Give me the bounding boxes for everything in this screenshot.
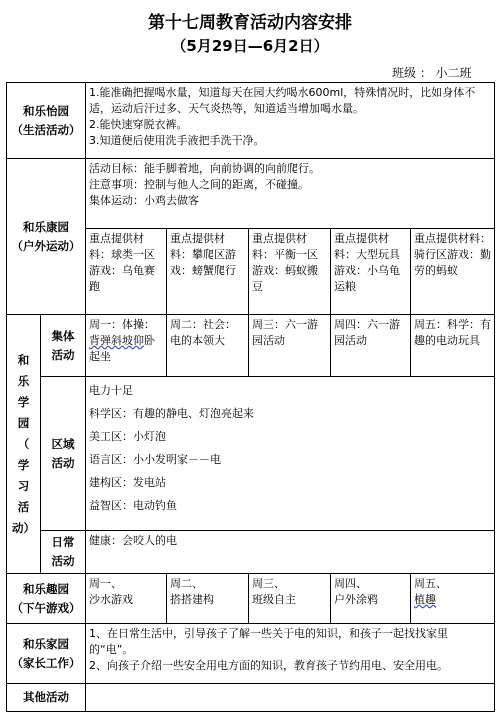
group-activity-day: 周二：社会：电的本领大 <box>167 315 249 377</box>
daily-activity-label: 日常 活动 <box>41 531 86 574</box>
outdoor-zone: 重点提供材料：球类一区游戏：乌龟赛跑 <box>86 229 167 315</box>
group-activity-day: 周五：科学：有趣的电动玩具 <box>411 315 495 377</box>
class-label: 班级 ： 小二班 <box>392 66 472 80</box>
outdoor-group: 集体运动：小鸡去做客 <box>89 194 199 207</box>
life-item: 3.知道便后使用洗手液把手洗干净。 <box>89 134 265 147</box>
area-item: 电力十足 <box>89 384 133 397</box>
area-activity-label: 区域 活动 <box>41 377 86 531</box>
life-item: 1.能准确把握喝水量，知道每天在园大约喝水600ml，特殊情况时，比如身体不适，运动后汗过多、天气炎热等，知道适当增加喝水量。 <box>89 86 476 115</box>
outdoor-zone: 重点提供材料：攀爬区游戏：螃蟹爬行 <box>167 229 249 315</box>
life-label: 和乐怡园 （生活活动） <box>7 83 86 159</box>
game-day: 周四、 户外涂鸦 <box>331 574 411 624</box>
home-item: 1、在日常生活中，引导孩子了解一些关于电的知识，和孩子一起找找家里的“电”。 <box>89 627 448 656</box>
area-item: 语言区：小小发明家－－电 <box>89 453 221 466</box>
area-item: 益智区：电动钓鱼 <box>89 499 177 512</box>
date-range: （5月29日—6月2日） <box>171 37 329 55</box>
game-day: 周二、 搭搭建构 <box>167 574 249 624</box>
group-activity-label: 集体 活动 <box>41 315 86 377</box>
other-content <box>86 684 495 712</box>
outdoor-goal: 活动目标：能手脚着地，向前协调的向前爬行。 <box>89 162 320 175</box>
home-item: 2、向孩子介绍一些安全用电方面的知识，教育孩子节约用电、安全用电。 <box>89 659 448 672</box>
area-item: 科学区：有趣的静电、灯泡亮起来 <box>89 407 254 420</box>
area-item: 建构区：发电站 <box>89 476 166 489</box>
outdoor-notes: 注意事项：控制与他人之间的距离，不碰撞。 <box>89 178 309 191</box>
outdoor-zone: 重点提供材料：大型玩具游戏：小乌龟运粮 <box>331 229 411 315</box>
game-day: 周五、 植趣 <box>411 574 495 624</box>
schedule-table <box>6 82 495 712</box>
life-item: 2.能快速穿脱衣裤。 <box>89 118 188 131</box>
games-label: 和乐趣园 （下午游戏） <box>7 574 86 624</box>
outdoor-zone: 重点提供材料：骑行区游戏：勤劳的蚂蚁 <box>411 229 495 315</box>
home-label: 和乐家园 （家长工作） <box>7 624 86 684</box>
life-content <box>86 83 495 159</box>
other-label: 其他活动 <box>7 684 86 712</box>
game-day: 周三、 班级自主 <box>249 574 331 624</box>
area-item: 美工区：小灯泡 <box>89 430 166 443</box>
group-activity-day: 周一：体操：背弹斜坡仰卧起坐 <box>86 315 167 377</box>
outdoor-label: 和乐康园 （户外运动） <box>7 159 86 315</box>
learning-label: 和 乐 学 园 （ 学 习 活 动） <box>7 315 41 574</box>
page-title: 第十七周教育活动内容安排 <box>148 13 352 33</box>
game-day: 周一、 沙水游戏 <box>86 574 167 624</box>
daily-activity-content: 健康：会咬人的电 <box>86 531 495 574</box>
outdoor-info <box>86 159 495 229</box>
group-activity-day: 周四：六一游园活动 <box>331 315 411 377</box>
area-activity-content <box>86 377 495 531</box>
outdoor-zone: 重点提供材料：平衡一区游戏：蚂蚁搬豆 <box>249 229 331 315</box>
group-activity-day: 周三：六一游园活动 <box>249 315 331 377</box>
home-content <box>86 624 495 684</box>
